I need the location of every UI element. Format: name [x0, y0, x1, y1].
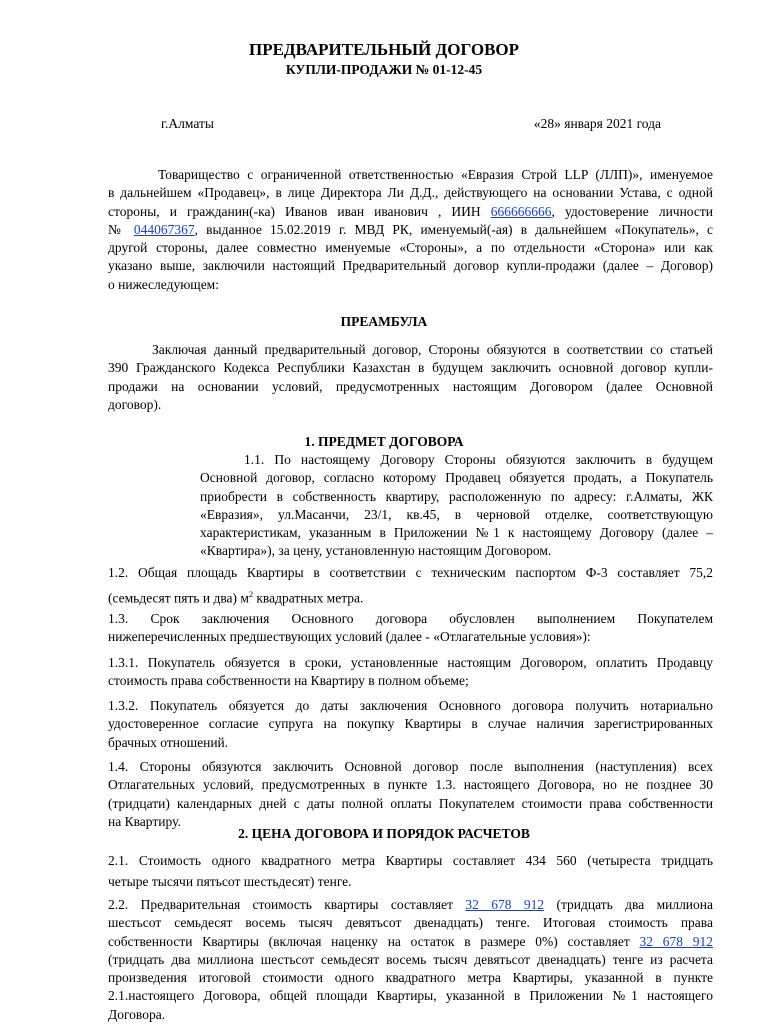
text-line: Отлагательных условий, предусмотренных в пункте 1.3. настоящего Договора, но не позднее 30: [108, 777, 713, 793]
clause-1-3-1: [108, 654, 713, 691]
text-line: Договора.: [108, 1006, 166, 1022]
text-line: [108, 221, 713, 239]
text-line: 1.1. По настоящему Договору Стороны обязуются заключить в будущем: [244, 452, 713, 467]
text-line: характеристикам, указанным в Приложении №1 к настоящему Договору (далее –: [200, 525, 713, 541]
text-line: о нижеследующем:: [108, 276, 219, 292]
text-line: удостоверенное согласие супруга на покупку Квартиры в случае наличия зарегистрированных: [108, 716, 713, 732]
text-line: нижеперечисленных предшествующих условий (далее - «Отлагательные условия»):: [108, 629, 591, 645]
clause-2-2: [108, 896, 713, 1024]
text-line: [108, 933, 713, 951]
clause-1-3-2: [108, 697, 713, 752]
text-line: брачных отношений.: [108, 734, 229, 750]
clause-1-1: [200, 451, 713, 561]
text-line: 1.3.1. Покупатель обязуется в сроки, установленные настоящим Договором, оплатить Продавцу: [108, 655, 713, 670]
document-subtitle: КУПЛИ-ПРОДАЖИ № 01-12-45: [285, 62, 483, 77]
clause-1-4: [108, 758, 713, 831]
document-title: ПРЕДВАРИТЕЛЬНЫЙ ДОГОВОР: [248, 40, 520, 59]
preamble-paragraph: [108, 341, 713, 414]
section1-heading: 1. ПРЕДМЕТ ДОГОВОРА: [304, 434, 464, 449]
text-line: «Евразия», ул.Масанчи, 23/1, кв.45, в черновой отделке, соответствующую: [200, 506, 713, 522]
price-link[interactable]: 32 678 912: [465, 897, 545, 912]
text-line: (тридцать два миллиона шестьсот семьдесят восемь тысяч девятьсот двенадцать) тенге из расчета: [108, 951, 713, 967]
text-line: Заключая данный предварительный договор, Стороны обязуются в соответствии со статьей: [152, 342, 713, 357]
text-line: [108, 585, 713, 608]
text-fragment: 2.2. Предварительная стоимость квартиры составляет: [108, 897, 454, 912]
text-line: [108, 896, 713, 914]
text-line: другой стороны, далее совместно именуемые «Стороны», а по отдельности «Сторона» или как: [108, 240, 713, 256]
clause-2-1: [108, 852, 713, 892]
text-line: четыре тысячи пятьсот шестьдесят) тенге.: [108, 874, 352, 890]
text-line: 1.3. Срок заключения Основного договора обусловлен выполнением Покупателем: [108, 611, 713, 626]
text-line: указано выше, заключили настоящий Предварительный договор купли-продажи (далее – Договор): [108, 258, 713, 274]
preamble-heading: ПРЕАМБУЛА: [340, 314, 428, 329]
text-fragment: собственности Квартиры (включая наценку на остаток в размере 0%) составляет: [108, 933, 630, 949]
text-fragment: стороны, и гражданин(-ка) Иванов иван иванович , ИИН: [108, 203, 481, 219]
text-line: на Квартиру.: [108, 813, 181, 829]
final-price-link[interactable]: 32 678 912: [639, 933, 714, 949]
text-fragment: , удостоверение личности: [551, 203, 714, 219]
text-line: произведения итоговой стоимости одного квадратного метра Квартиры, указанной в пункте: [108, 970, 713, 986]
text-fragment: квадратных метра.: [252, 590, 364, 606]
text-line: [108, 203, 713, 221]
document-number-link[interactable]: 044067367: [133, 221, 195, 237]
text-line: 1.2. Общая площадь Квартиры в соответствии с техническим паспортом Ф-3 составляет 75,2: [108, 565, 713, 580]
text-line: шестьсот семьдесят восемь тысяч девятьсот двенадцать) тенге. Итоговая стоимость права: [108, 915, 713, 931]
text-line: договор).: [108, 396, 162, 412]
text-line: Основной договор, согласно которому Продавец обязуется продать, а Покупатель: [200, 470, 713, 486]
text-line: приобрести в собственность квартиру, расположенную по адресу: г.Алматы, ЖК: [200, 488, 713, 504]
text-fragment: (тридцать два миллиона: [556, 897, 713, 912]
text-line: Товарищество с ограниченной ответственностью «Евразия Строй LLP (ЛЛП)», именуемое: [158, 167, 713, 182]
text-fragment: , выданное 15.02.2019 г. МВД РК, именуемый(-ая) в дальнейшем «Покупатель», с: [194, 221, 713, 237]
text-line: 2.1. Стоимость одного квадратного метра Квартиры составляет 434 560 (четыреста тридцать: [108, 853, 713, 868]
text-fragment: (семьдесят пять и два) м: [108, 590, 249, 606]
iin-link[interactable]: 666666666: [490, 203, 552, 219]
text-fragment: №: [108, 221, 126, 237]
text-line: (тридцати) календарных дней с даты полной оплаты Покупателем стоимости права собственности: [108, 795, 713, 811]
city-label: г.Алматы: [161, 116, 214, 131]
section2-heading: 2. ЦЕНА ДОГОВОРА И ПОРЯДОК РАСЧЕТОВ: [238, 826, 530, 841]
superscript: 2: [248, 590, 253, 599]
text-line: стоимость права собственности на Квартиру в полном объеме;: [108, 673, 469, 689]
intro-paragraph: [108, 166, 713, 294]
text-line: в дальнейшем «Продавец», в лице Директора Ли Д.Д., действующего на основании Устава, с одной: [108, 185, 713, 201]
clause-1-3: [108, 610, 713, 647]
text-line: 390 Гражданского Кодекса Республики Казахстан в будущем заключить основной договор купли-: [108, 360, 713, 376]
text-line: «Квартира»), за цену, установленную настоящим Договором.: [200, 543, 552, 559]
clause-1-2: [108, 563, 713, 608]
text-line: 1.4. Стороны обязуются заключить Основной договор после выполнения (наступления) всех: [108, 759, 713, 774]
text-line: продажи на основании условий, предусмотренных настоящим Договором (далее Основной: [108, 378, 713, 394]
date-label: «28» января 2021 года: [533, 116, 661, 131]
text-line: 1.3.2. Покупатель обязуется до даты заключения Основного договора получить нотариально: [108, 698, 713, 713]
text-line: 2.1.настоящего Договора, общей площади Квартиры, указанной в Приложении №1 настоящего: [108, 988, 713, 1004]
